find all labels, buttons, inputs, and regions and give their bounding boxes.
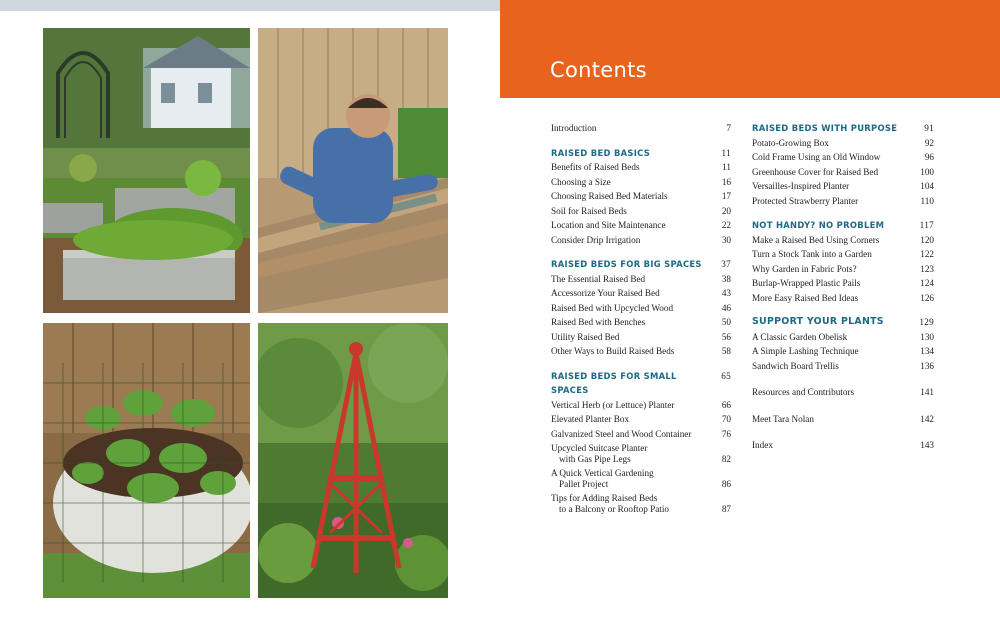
toc-entry-page-number: 82 [721,454,731,464]
toc-entry-title-line: A Quick Vertical Gardening [551,467,654,478]
toc-entry-title: Meet Tara Nolan [752,413,814,424]
toc-entry-page-number: 43 [721,288,731,298]
toc-entry-title [551,443,653,466]
toc-entry-page-number: 37 [721,259,731,269]
toc-entry-page-number: 20 [721,205,731,216]
toc-entry-page-number: 110 [920,195,934,206]
toc-entry-page-number: 100 [920,166,934,177]
toc-entry-title: Other Ways to Build Raised Beds [551,346,675,356]
toc-entry-title: Turn a Stock Tank into a Garden [752,249,872,259]
toc-entry [752,136,934,151]
toc-entry-title: RAISED BEDS FOR BIG SPACES [551,259,702,269]
toc-entry-title-line: with Gas Pipe Legs [559,454,631,464]
toc-entry-page-number: 70 [721,414,731,424]
toc-entry-title: Galvanized Steel and Wood Container [551,428,692,439]
toc-entry-title: Versailles-Inspired Planter [752,181,850,191]
toc-entry-page-number: 142 [920,413,934,424]
toc-entry [551,493,731,516]
toc-section-heading [752,218,934,233]
toc-entry [551,344,731,359]
page-title: Contents [550,58,647,82]
toc-entry [752,165,934,180]
toc-entry-title: Location and Site Maintenance [551,220,666,230]
garden-photo-icon [43,323,250,598]
toc-entry-page-number: 124 [920,278,934,288]
toc-entry-page-number: 117 [919,220,934,230]
toc-column-right [752,121,934,453]
toc-entry [752,438,934,453]
toc-entry-page-number: 136 [920,360,934,371]
toc-entry [752,194,934,209]
toc-entry-title: Vertical Herb (or Lettuce) Planter [551,399,675,410]
toc-entry-title-line: Upcycled Suitcase Planter [551,442,648,453]
toc-entry-page-number: 126 [920,292,934,303]
toc-entry [551,121,731,136]
toc-entry-title: RAISED BEDS FOR SMALL SPACES [551,370,677,395]
toc-entry [752,276,934,291]
toc-entry-page-number: 134 [920,346,934,356]
toc-entry-page-number: 104 [920,181,934,191]
toc-entry-page-number: 86 [721,479,731,489]
toc-entry [752,359,934,374]
toc-entry [752,150,934,165]
toc-entry-page-number: 91 [924,123,934,133]
toc-entry [551,301,731,316]
toc-entry-page-number: 96 [924,152,934,162]
garden-photo-icon [258,323,448,598]
toc-entry-title: RAISED BEDS WITH PURPOSE [752,123,898,133]
toc-entry-title: Soil for Raised Beds [551,205,627,216]
toc-entry-page-number: 7 [726,123,731,133]
toc-entry-title: A Classic Garden Obelisk [752,331,848,342]
toc-section-heading [551,257,731,272]
toc-entry [551,412,731,427]
toc-entry-page-number: 122 [920,249,934,259]
toc-entry-page-number: 11 [721,147,731,158]
toc-entry [551,330,731,345]
raised-beds-garden-photo [43,28,250,313]
toc-entry-title: A Simple Lashing Technique [752,346,859,356]
red-obelisk-photo [258,323,448,598]
toc-entry-page-number: 129 [919,317,934,327]
toc-entry-title: Potato-Growing Box [752,137,829,148]
toc-entry [551,272,731,287]
toc-entry-page-number: 38 [721,273,731,284]
toc-entry-page-number: 22 [721,220,731,230]
garden-photo-icon [43,28,250,313]
toc-entry-title: Sandwich Board Trellis [752,360,839,371]
toc-entry-title: Choosing Raised Bed Materials [551,191,668,201]
toc-entry [551,175,731,190]
toc-entry [551,443,731,466]
toc-entry-page-number: 58 [721,346,731,356]
toc-entry [752,385,934,400]
wire-cage-bed-photo [43,323,250,598]
toc-entry-page-number: 17 [721,191,731,201]
toc-entry-page-number: 87 [721,504,731,514]
toc-entry-title: Accessorize Your Raised Bed [551,288,660,298]
toc-entry-page-number: 46 [721,302,731,313]
top-color-bar [0,0,500,11]
toc-entry-page-number: 30 [721,234,731,245]
toc-entry-page-number: 11 [722,162,731,172]
toc-section-heading [752,121,934,136]
toc-entry-page-number: 143 [920,440,934,450]
toc-entry [752,344,934,359]
toc-entry [752,330,934,345]
toc-entry-title-line: Tips for Adding Raised Beds [551,492,658,503]
toc-entry [551,286,731,301]
toc-entry-title: Index [752,440,773,450]
toc-entry-title: SUPPORT YOUR PLANTS [752,316,884,327]
toc-entry [752,233,934,248]
toc-entry [551,218,731,233]
garden-photo-icon [258,28,448,313]
toc-entry-title: Why Garden in Fabric Pots? [752,263,857,274]
toc-entry-title: NOT HANDY? NO PROBLEM [752,220,885,230]
toc-section-heading [551,146,731,161]
toc-entry [752,179,934,194]
toc-column-left [551,121,731,518]
toc-entry-title: Greenhouse Cover for Raised Bed [752,166,879,177]
toc-entry [551,427,731,442]
toc-entry-title: Benefits of Raised Beds [551,162,640,172]
toc-entry-title: Elevated Planter Box [551,414,630,424]
toc-entry-page-number: 56 [721,331,731,342]
toc-entry [752,412,934,427]
toc-entry [551,189,731,204]
toc-entry-page-number: 66 [721,399,731,410]
toc-entry-title: Cold Frame Using an Old Window [752,152,881,162]
toc-entry-title-line: to a Balcony or Rooftop Patio [559,504,669,514]
toc-entry-page-number: 92 [924,137,934,148]
toc-entry-title: Protected Strawberry Planter [752,195,859,206]
toc-section-heading [752,315,934,330]
toc-entry [551,468,731,491]
toc-entry-title: Raised Bed with Benches [551,317,646,327]
toc-entry-page-number: 120 [920,234,934,245]
toc-entry-title: Raised Bed with Upcycled Wood [551,302,674,313]
toc-entry-page-number: 65 [721,370,731,381]
toc-entry [551,204,731,219]
toc-entry [752,291,934,306]
toc-entry [551,233,731,248]
toc-entry-title: Consider Drip Irrigation [551,234,641,245]
contents-header-band [500,0,1000,98]
toc-entry [752,247,934,262]
toc-section-heading [551,369,731,398]
toc-entry-title: The Essential Raised Bed [551,273,646,284]
toc-entry-title: Choosing a Size [551,176,611,187]
toc-entry-page-number: 123 [920,263,934,274]
toc-entry-page-number: 130 [920,331,934,342]
toc-entry-title: Make a Raised Bed Using Corners [752,234,880,245]
toc-entry-page-number: 141 [920,387,934,397]
toc-entry-page-number: 76 [721,428,731,439]
toc-entry-title [551,468,660,491]
toc-entry-page-number: 50 [721,317,731,327]
toc-entry-title: Introduction [551,123,597,133]
toc-entry-title: Resources and Contributors [752,387,855,397]
toc-entry-title: More Easy Raised Bed Ideas [752,292,859,303]
toc-entry-title: RAISED BED BASICS [551,147,651,158]
toc-entry [551,315,731,330]
toc-entry-page-number: 16 [721,176,731,187]
toc-entry-title: Burlap-Wrapped Plastic Pails [752,278,861,288]
toc-entry-title [551,493,675,516]
man-leveling-bed-photo [258,28,448,313]
toc-entry [551,160,731,175]
toc-entry [551,398,731,413]
toc-entry-title-line: Pallet Project [559,479,609,489]
toc-entry-title: Utility Raised Bed [551,331,620,342]
toc-entry [752,262,934,277]
